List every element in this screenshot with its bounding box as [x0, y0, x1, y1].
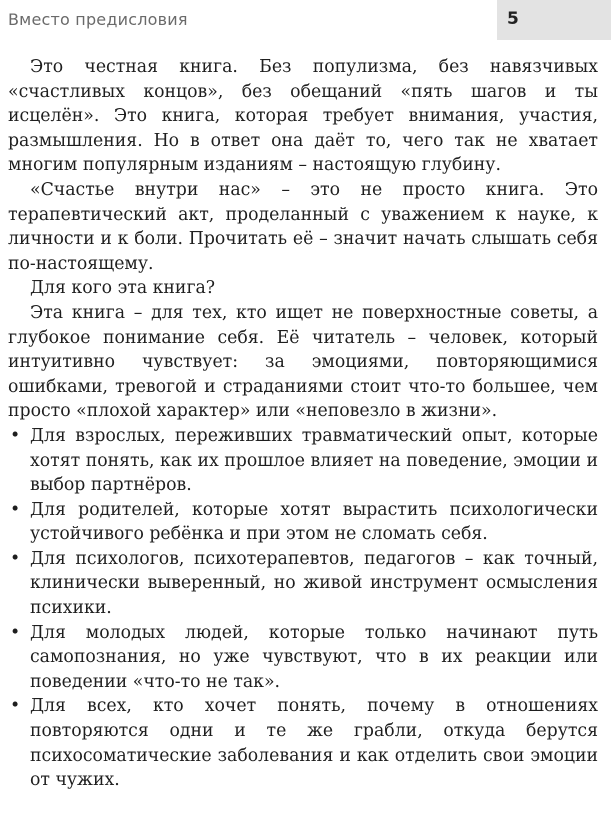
paragraph: Эта книга – для тех, кто ищет не поверхностные советы, а глубокое понимание себя. Её читатель – человек, который интуитивно чувствует: за эмоциями, повторяющимися ошибками, тревогой и страданиями стоит что-то большее, чем просто «плохой характер» или «неповезло в жизни».: [8, 302, 598, 422]
list-item: [8, 621, 598, 695]
bullet-icon: •: [10, 548, 21, 569]
audience-list: [8, 424, 598, 793]
page-number: 5: [507, 9, 519, 29]
list-item-text: Для взрослых, переживших травматический опыт, которые хотят понять, как их прошлое влияет на поведение, эмоции и выбор партнёров.: [30, 425, 598, 496]
bullet-icon: •: [10, 622, 21, 643]
list-item-text: Для психологов, психотерапевтов, педагогов – как точный, клинически выверенный, но живой инструмент осмысления психики.: [30, 548, 598, 619]
paragraph: «Счастье внутри нас» – это не просто книга. Это терапевтический акт, проделанный с уважением к науке, к личности и к боли. Прочитать её – значит начать слышать себя по-настоящему.: [8, 179, 598, 274]
list-item: [8, 424, 598, 498]
section-question: Для кого эта книга?: [30, 278, 216, 299]
list-item: [8, 547, 598, 621]
list-item: [8, 498, 598, 547]
list-item-text: Для родителей, которые хотят вырастить психологически устойчивого ребёнка и при этом не сломать себя.: [30, 499, 598, 545]
list-item-text: Для всех, кто хочет понять, почему в отношениях повторяются одни и те же грабли, откуда берутся психосоматические заболевания и как отделить свои эмоции от чужих.: [30, 696, 598, 791]
list-item-text: Для молодых людей, которые только начинают путь самопознания, но уже чувствуют, что в их реакции или поведении «что-то не так».: [30, 622, 598, 692]
bullet-icon: •: [10, 499, 21, 520]
bullet-icon: •: [10, 425, 21, 446]
running-title: Вместо предисловия: [8, 10, 188, 29]
list-item: [8, 694, 598, 792]
paragraph: Это честная книга. Без популизма, без навязчивых «счастливых концов», без обещаний «пять шагов и ты исцелён». Это книга, которая требует внимания, участия, размышления. Но в ответ она даёт то, чего так не хватает многим популярным изданиям – настоящую глубину.: [8, 57, 598, 176]
page-number-box: [497, 0, 611, 40]
page-header: [0, 0, 611, 40]
bullet-icon: •: [10, 696, 21, 717]
page-body: [8, 55, 598, 793]
